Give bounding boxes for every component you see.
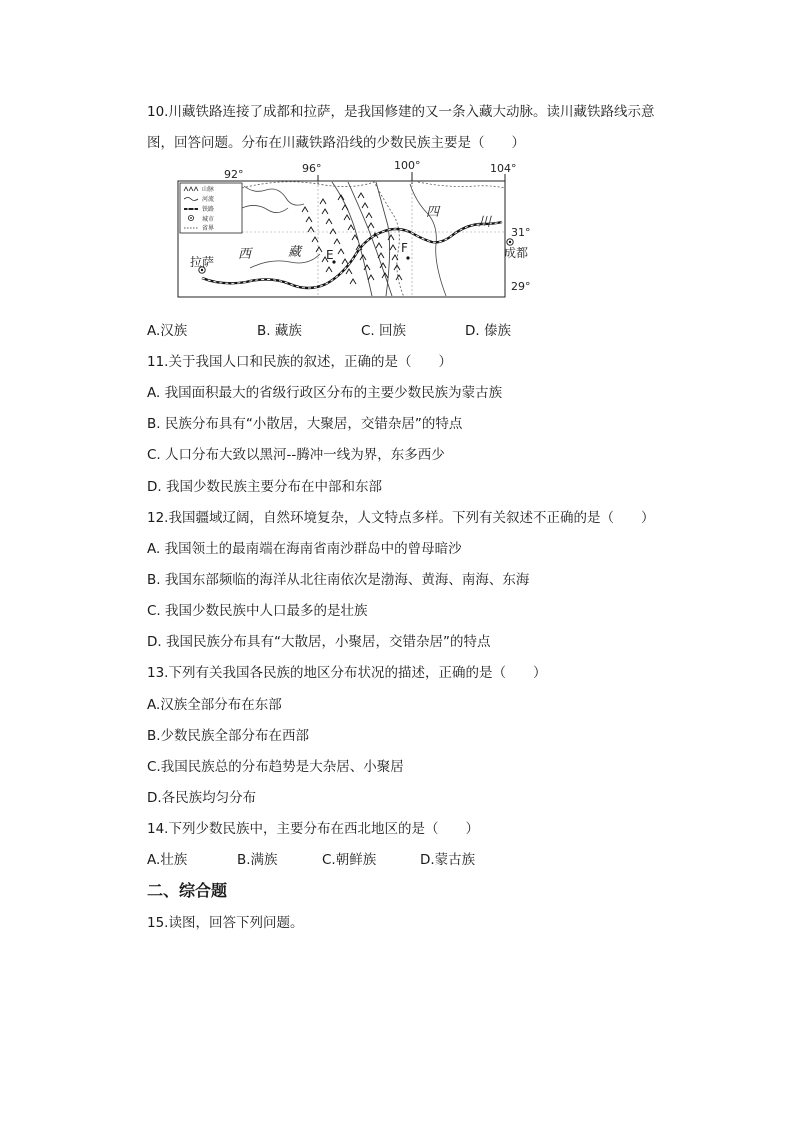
sichuan-label-2: 川 xyxy=(478,215,492,230)
q11-option-b[interactable]: B. 民族分布具有“小散居，大聚居，交错杂居”的特点 xyxy=(147,416,463,432)
q14-option-a[interactable]: A.壮族 xyxy=(147,852,188,868)
lon-label-92: 92° xyxy=(224,168,244,181)
xizang-label-1: 西 xyxy=(238,247,252,262)
point-f-label: F xyxy=(401,241,408,255)
point-f-marker xyxy=(406,256,409,259)
q10-option-b[interactable]: B. 藏族 xyxy=(257,323,302,339)
river-1 xyxy=(244,186,304,205)
q15-stem: 15.读图，回答下列问题。 xyxy=(147,915,304,931)
q12-stem: 12.我国疆域辽阔，自然环境复杂，人文特点多样。下列有关叙述不正确的是（ ） xyxy=(147,510,655,526)
q11-option-a[interactable]: A. 我国面积最大的省级行政区分布的主要少数民族为蒙古族 xyxy=(147,385,503,401)
q10-options xyxy=(147,322,511,340)
province-boundary-north xyxy=(418,182,505,188)
legend-mountain-label: 山脉 xyxy=(202,186,215,193)
legend-boundary-label: 省界 xyxy=(202,225,215,232)
section-title: 二、综合题 xyxy=(147,881,228,900)
hengduan-mountains xyxy=(302,193,402,284)
point-e-label: E xyxy=(326,248,334,262)
sichuan-label-1: 四 xyxy=(426,205,440,220)
q13-stem: 13.下列有关我国各民族的地区分布状况的描述，正确的是（ ） xyxy=(147,665,547,681)
chengdu-label: 成都 xyxy=(504,246,529,260)
lon-label-104: 104° xyxy=(490,162,517,175)
q10-stem-line2: 图，回答问题。分布在川藏铁路沿线的少数民族主要是（ ） xyxy=(147,135,525,151)
q13-option-d[interactable]: D.各民族均匀分布 xyxy=(147,790,257,806)
lon-label-100: 100° xyxy=(394,159,421,172)
river-3 xyxy=(250,254,320,268)
lat-label-31: 31° xyxy=(511,226,531,239)
q14-option-c[interactable]: C.朝鲜族 xyxy=(322,852,377,868)
river-jinsha xyxy=(376,182,390,296)
q12-option-b[interactable]: B. 我国东部频临的海洋从北往南依次是渤海、黄海、南海、东海 xyxy=(147,572,530,588)
q12-option-d[interactable]: D. 我国民族分布具有“大散居，小聚居，交错杂居”的特点 xyxy=(147,634,491,650)
q12-option-a[interactable]: A. 我国领土的最南端在海南省南沙群岛中的曾母暗沙 xyxy=(147,541,462,557)
xizang-label-2: 藏 xyxy=(288,245,302,260)
q11-option-c[interactable]: C. 人口分布大致以黑河--腾冲一线为界，东多西少 xyxy=(147,447,445,463)
q13-option-a[interactable]: A.汉族全部分布在东部 xyxy=(147,697,282,713)
q14-option-d[interactable]: D.蒙古族 xyxy=(420,852,476,868)
legend-railway-label: 铁路 xyxy=(202,206,215,213)
q14-stem: 14.下列少数民族中，主要分布在西北地区的是（ ） xyxy=(147,821,479,837)
river-2 xyxy=(242,205,288,212)
chengdu-city-marker xyxy=(507,239,513,245)
q10-option-a[interactable]: A.汉族 xyxy=(147,323,188,339)
lhasa-label: 拉萨 xyxy=(190,255,215,269)
legend-city-label: 城市 xyxy=(202,216,215,223)
q14-options xyxy=(147,851,475,869)
legend-river-label: 河流 xyxy=(202,196,215,203)
q11-stem: 11.关于我国人口和民族的叙述，正确的是（ ） xyxy=(147,354,452,370)
q10-option-d[interactable]: D. 傣族 xyxy=(465,323,511,339)
q10-option-c[interactable]: C. 回族 xyxy=(361,323,407,339)
q14-option-b[interactable]: B.满族 xyxy=(237,852,278,868)
q13-option-b[interactable]: B.少数民族全部分布在西部 xyxy=(147,728,310,744)
lat-label-29: 29° xyxy=(511,280,531,293)
q12-option-c[interactable]: C. 我国少数民族中人口最多的是壮族 xyxy=(147,603,368,619)
q10-stem-line1: 10.川藏铁路连接了成都和拉萨，是我国修建的又一条入藏大动脉。读川藏铁路线示意 xyxy=(147,104,655,120)
q11-option-d[interactable]: D. 我国少数民族主要分布在中部和东部 xyxy=(147,479,382,495)
lon-label-96: 96° xyxy=(302,162,322,175)
river-nujiang xyxy=(332,182,372,296)
q13-option-c[interactable]: C.我国民族总的分布趋势是大杂居、小聚居 xyxy=(147,759,404,775)
sichuan-tibet-railway-map xyxy=(172,159,531,300)
